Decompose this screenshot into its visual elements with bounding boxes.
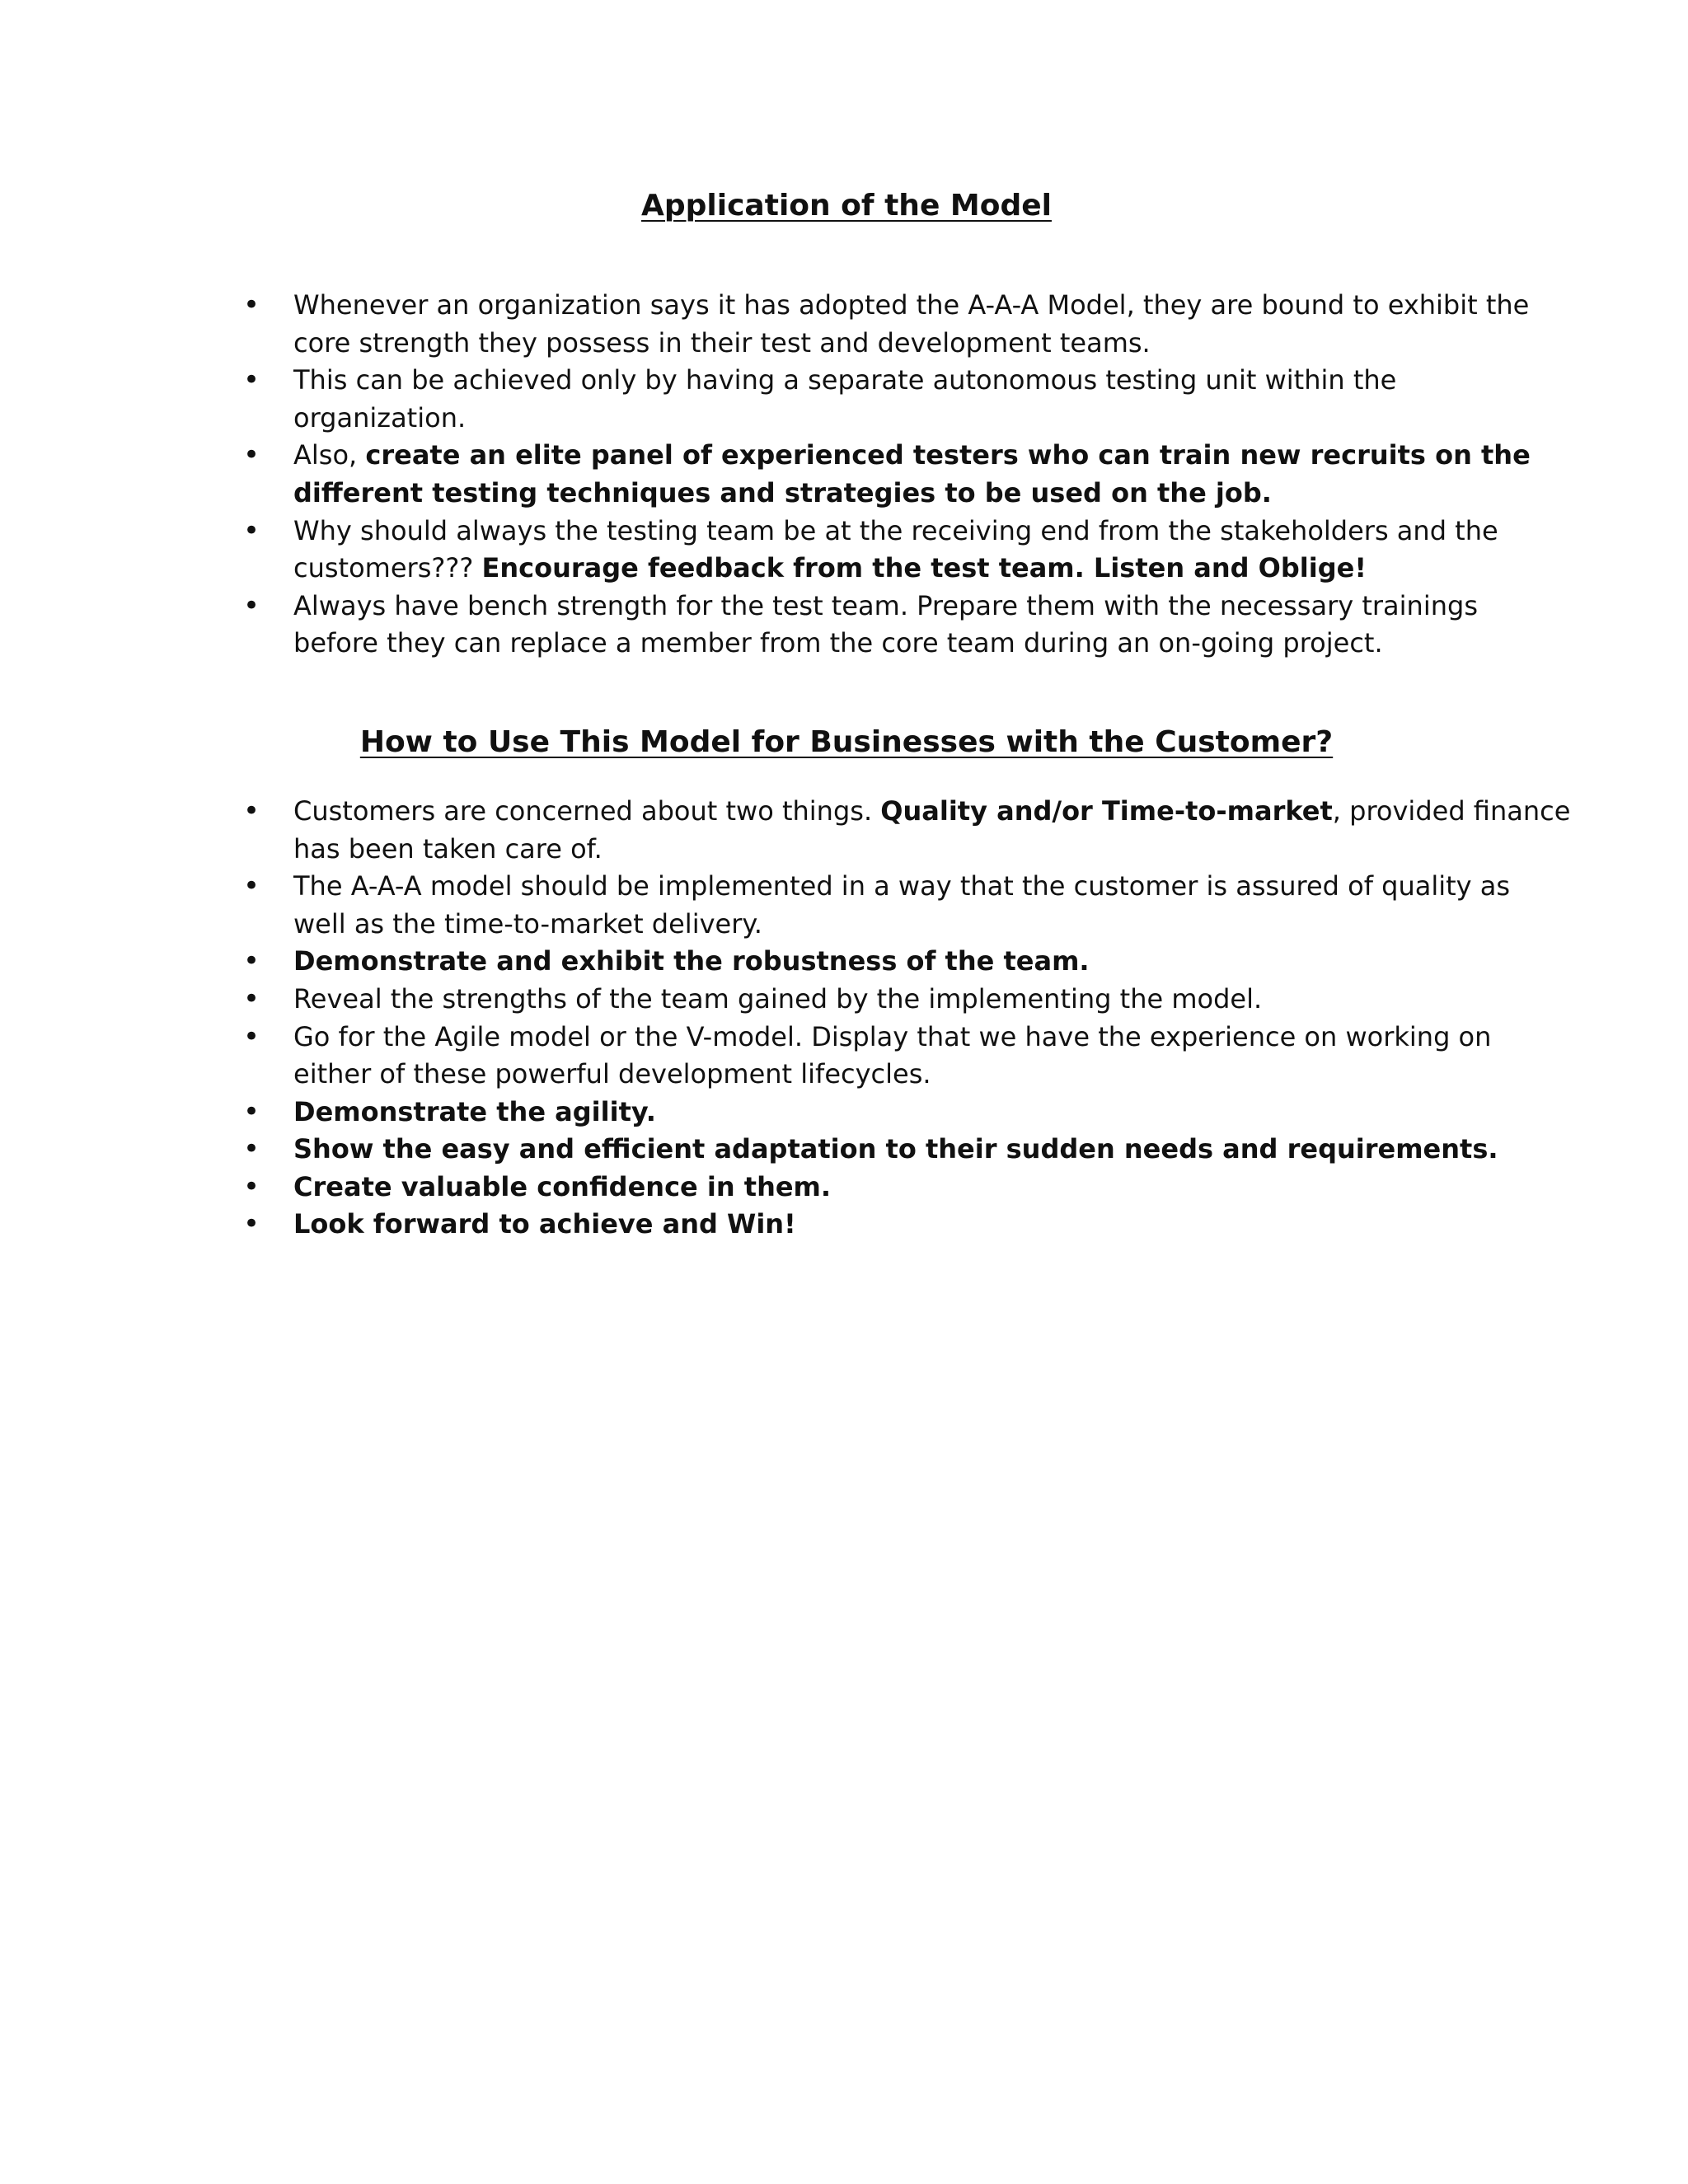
bold-text: Demonstrate the agility. (293, 1095, 656, 1127)
bold-text: different testing techniques and strategies to be used on the job. (293, 476, 1272, 509)
bullet-list-business-use (241, 793, 1571, 1244)
bullet-line (293, 868, 1511, 906)
bullet-dot-icon: • (243, 1094, 260, 1128)
body-text: Always have bench strength for the test team. Prepare them with the necessary trainings (293, 589, 1478, 621)
bullet-line (293, 1056, 1452, 1094)
body-text: Go for the Agile model or the V-model. Display that we have the experience on working on (293, 1020, 1492, 1052)
body-text: This can be achieved only by having a separate autonomous testing unit within the (293, 364, 1397, 396)
bullet-item (241, 1019, 1492, 1094)
bullet-line (293, 550, 1452, 588)
bullet-line (293, 1206, 1452, 1244)
body-text: has been taken care of. (293, 832, 603, 865)
bullet-line (293, 287, 1530, 325)
bullet-line (293, 1019, 1492, 1057)
bullet-item (241, 868, 1511, 943)
body-text: Customers are concerned about two things. (293, 794, 881, 827)
body-text: before they can replace a member from the core team during an on-going project. (293, 627, 1383, 659)
bullet-line (293, 513, 1498, 551)
body-text: Why should always the testing team be at the receiving end from the stakeholders and the (293, 514, 1498, 546)
body-text: core strength they possess in their test and development teams. (293, 326, 1151, 359)
bullet-dot-icon: • (243, 1019, 260, 1053)
bullet-dot-icon: • (243, 513, 260, 547)
body-text: Whenever an organization says it has adopted the A-A-A Model, they are bound to exhibit the (293, 289, 1530, 321)
bullet-line (293, 793, 1571, 831)
section-heading-business-use: How to Use This Model for Businesses with the Customer? (359, 724, 1334, 759)
bullet-dot-icon: • (243, 288, 260, 321)
bullet-dot-icon: • (243, 982, 260, 1015)
bullet-item (241, 1169, 1452, 1207)
bullet-line (293, 400, 1452, 438)
bullet-item (241, 1131, 1498, 1169)
bullet-line (293, 625, 1452, 663)
bullet-item (241, 943, 1452, 981)
bold-text: create an elite panel of experienced testers who can train new recruits on the (365, 439, 1531, 471)
bullet-line (293, 943, 1452, 981)
body-text: Also, (293, 439, 366, 471)
bullet-line (293, 475, 1452, 513)
bullet-line (293, 831, 1452, 869)
body-text: The A-A-A model should be implemented in a way that the customer is assured of quality as (293, 870, 1511, 902)
section-heading-application: Application of the Model (641, 189, 1052, 223)
bullet-dot-icon: • (243, 438, 260, 472)
body-text: either of these powerful development lifecycles. (293, 1058, 931, 1090)
bullet-line (293, 981, 1452, 1019)
body-text: organization. (293, 401, 467, 434)
bullet-line (293, 1169, 1452, 1207)
bullet-item (241, 513, 1498, 588)
bullet-dot-icon: • (243, 588, 260, 622)
bold-text: Create valuable confidence in them. (293, 1170, 832, 1202)
bullet-line (293, 1094, 1452, 1132)
bullet-item (241, 287, 1530, 362)
bullet-item (241, 437, 1531, 512)
body-text: Reveal the strengths of the team gained by the implementing the model. (293, 982, 1263, 1015)
document-content (241, 186, 1571, 1244)
bullet-list-application (241, 287, 1531, 663)
bullet-item (241, 588, 1478, 663)
body-text: , provided finance (1332, 794, 1571, 827)
bullet-dot-icon: • (243, 944, 260, 978)
bullet-item (241, 362, 1452, 437)
bullet-dot-icon: • (243, 1169, 260, 1203)
bullet-line (293, 325, 1452, 363)
body-text: well as the time-to-market delivery. (293, 907, 762, 940)
bullet-line (293, 906, 1452, 944)
bullet-line (293, 588, 1478, 626)
bullet-line (293, 1131, 1498, 1169)
bullet-dot-icon: • (243, 363, 260, 397)
bullet-item (241, 981, 1452, 1019)
bullet-dot-icon: • (243, 794, 260, 827)
bold-text: Look forward to achieve and Win! (293, 1208, 796, 1240)
bullet-item (241, 1094, 1452, 1132)
bold-text: Show the easy and efficient adaptation to their sudden needs and requirements. (293, 1133, 1498, 1165)
bullet-item (241, 1206, 1452, 1244)
bold-text: Demonstrate and exhibit the robustness of the team. (293, 945, 1090, 977)
bullet-item (241, 793, 1571, 868)
bold-text: Encourage feedback from the test team. Listen and Oblige! (481, 552, 1367, 584)
bullet-line (293, 362, 1452, 400)
bullet-dot-icon: • (243, 869, 260, 903)
bullet-dot-icon: • (243, 1132, 260, 1166)
bullet-line (293, 437, 1531, 475)
body-text: customers??? (293, 552, 482, 584)
bullet-dot-icon: • (243, 1207, 260, 1241)
bold-text: Quality and/or Time-to-market (880, 794, 1333, 827)
